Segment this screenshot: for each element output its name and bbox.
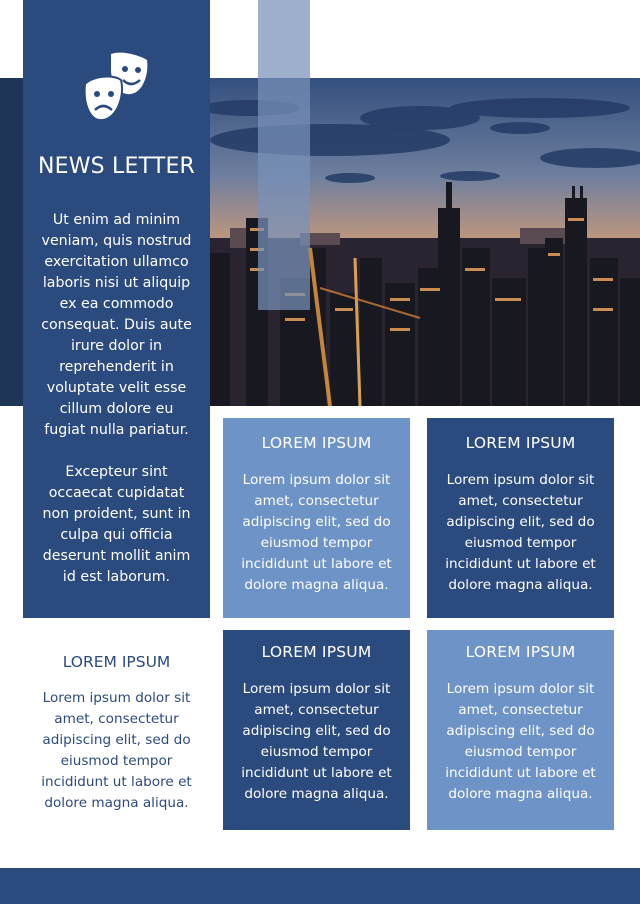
sidebar-paragraph-2: Excepteur sint occaecat cupidatat non proident, sunt in culpa qui officia deserunt mollit anim id est laborum. [42, 464, 191, 585]
info-box-5 [427, 630, 614, 830]
info-box-3 [23, 630, 210, 830]
sidebar-body [37, 210, 196, 588]
info-box-text: Lorem ipsum dolor sit amet, consectetur adipiscing elit, sed do eiusmod tempor incididunt ut labore et dolore magna aliqua. [241, 681, 392, 802]
sidebar-panel [23, 0, 210, 618]
info-box-4 [223, 630, 410, 830]
decorative-pillar [258, 0, 310, 310]
sidebar-paragraph-1: Ut enim ad minim veniam, quis nostrud exercitation ullamco laboris nisi ut aliquip ex ea commodo consequat. Duis aute irure dolor in reprehenderit in voluptate velit esse cillum dolore eu fugiat nulla pariatur. [41, 212, 192, 438]
footer-bar [0, 868, 640, 904]
theater-masks-icon [83, 52, 153, 124]
newsletter-title: NEWS LETTER [37, 154, 196, 179]
info-box-text: Lorem ipsum dolor sit amet, consectetur adipiscing elit, sed do eiusmod tempor incididunt ut labore et dolore magna aliqua. [41, 690, 192, 811]
info-box-text: Lorem ipsum dolor sit amet, consectetur adipiscing elit, sed do eiusmod tempor incididunt ut labore et dolore magna aliqua. [445, 472, 596, 593]
info-box-2 [427, 418, 614, 618]
info-box-heading: LOREM IPSUM [261, 643, 372, 661]
info-box-text: Lorem ipsum dolor sit amet, consectetur adipiscing elit, sed do eiusmod tempor incididunt ut labore et dolore magna aliqua. [241, 472, 392, 593]
info-box-1 [223, 418, 410, 618]
info-box-heading: LOREM IPSUM [465, 643, 576, 661]
info-box-heading: LOREM IPSUM [62, 653, 171, 671]
info-box-text: Lorem ipsum dolor sit amet, consectetur adipiscing elit, sed do eiusmod tempor incididunt ut labore et dolore magna aliqua. [445, 681, 596, 802]
info-box-heading: LOREM IPSUM [261, 434, 372, 452]
info-box-heading: LOREM IPSUM [465, 434, 576, 452]
